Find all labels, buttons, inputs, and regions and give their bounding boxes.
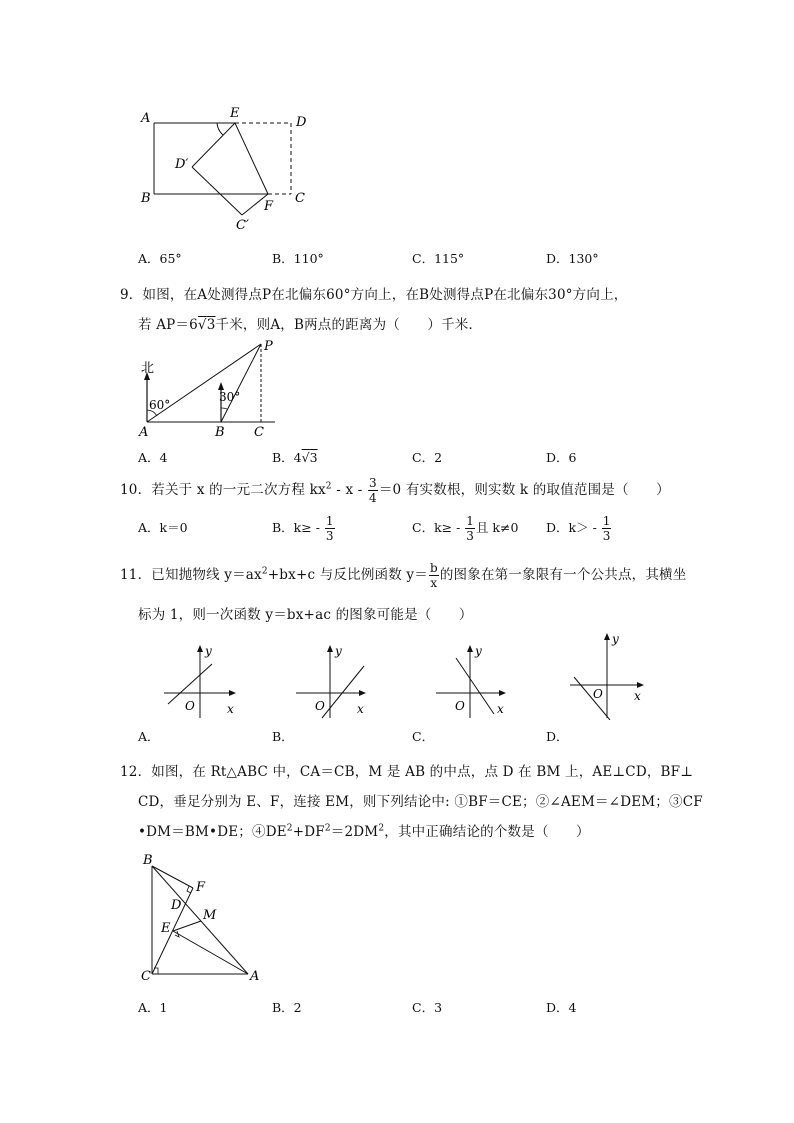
q8-option-d[interactable]: D．130° (546, 251, 599, 266)
label-b: B (143, 853, 153, 868)
label-c: C (254, 425, 264, 440)
svg-text:y: y (335, 644, 342, 658)
q9-option-d[interactable]: D．6 (546, 450, 577, 465)
label-a: A (141, 111, 151, 126)
q12-line3: •DM＝BM•DE；$④DE^2+DF^2=2DM^2$，其中正确结论的个数是（ ） (138, 823, 590, 840)
label-d: D (171, 898, 182, 913)
svg-text:O: O (315, 699, 325, 713)
svg-text:y: y (612, 632, 619, 646)
svg-text:O: O (455, 699, 465, 713)
label-b: B (215, 425, 225, 440)
svg-text:x: x (497, 702, 504, 716)
svg-text:x: x (357, 702, 364, 716)
svg-text:y: y (205, 644, 212, 658)
label-d-prime: D′ (175, 157, 189, 172)
q11-line1: 11．已知抛物线 $y=ax^2+bx+c$ 与反比例函数 y＝ $\frac{b}{x}$ 的图象在第一象限有一个公共点，其横坐 (120, 561, 687, 590)
q12-option-a[interactable]: A．1 (138, 1000, 168, 1015)
q10-option-d[interactable]: D．k＞ - $\frac{1}{3}$ (546, 514, 611, 543)
q10-option-b[interactable]: B．k≥ - $\frac{1}{3}$ (272, 514, 334, 543)
label-c: C (141, 969, 151, 984)
q10-stem: 10．若关于 x 的一元二次方程 $kx^2$ - x - $\frac{3}{4}$ ＝0 有实数根，则实数 k 的取值范围是（ ） (120, 476, 670, 505)
north-label: 北 (141, 361, 155, 376)
graph-d[interactable] (566, 630, 650, 720)
q12-option-b[interactable]: B．2 (272, 1000, 302, 1015)
fold-rectangle-figure (138, 104, 318, 234)
right-triangle-figure (135, 850, 275, 988)
q9-line1: 9．如图，在A处测得点P在北偏东60°方向上，在B处测得点P在北偏东30°方向上， (120, 287, 628, 303)
label-c: C (295, 191, 305, 206)
label-e: E (230, 106, 240, 121)
svg-text:y: y (475, 644, 482, 658)
label-d: D (296, 115, 307, 130)
q11-option-b[interactable]: B． (272, 729, 294, 744)
q8-option-c[interactable]: C．115° (412, 251, 465, 266)
q10-option-c[interactable]: C．k≥ - $\frac{1}{3}$ 且 k≠0 (412, 514, 519, 543)
q11-option-c[interactable]: C． (412, 729, 435, 744)
graph-c[interactable] (430, 640, 510, 720)
q12-line1: 12．如图，在 Rt△ABC 中，CA＝CB，M 是 AB 的中点，点 D 在 BM 上，AE⊥CD，BF⊥ (120, 764, 694, 780)
label-c-prime: C′ (236, 218, 249, 233)
bearing-figure (135, 336, 285, 441)
label-m: M (203, 908, 217, 923)
q8-option-a[interactable]: A．65° (138, 251, 182, 266)
angle-30-label: 30° (219, 390, 241, 404)
graph-b[interactable] (290, 640, 370, 720)
angle-60-label: 60° (149, 398, 171, 412)
svg-text:O: O (593, 687, 603, 701)
q11-option-a[interactable]: A． (138, 729, 160, 744)
q9-line2: 若 AP＝6√3千米，则A，B两点的距离为（ ）千米． (138, 317, 483, 333)
label-a: A (250, 969, 260, 984)
q10-option-a[interactable]: A．k＝0 (138, 520, 188, 535)
label-p: P (264, 339, 273, 354)
q12-option-d[interactable]: D．4 (546, 1000, 577, 1015)
svg-text:x: x (227, 702, 234, 716)
q8-option-b[interactable]: B．110° (272, 251, 324, 266)
svg-text:x: x (634, 689, 641, 703)
svg-text:O: O (185, 699, 195, 713)
graph-a[interactable] (160, 640, 240, 720)
q12-line2: CD，垂足分别为 E、F，连接 EM，则下列结论中: ①BF＝CE；②∠AEM＝∠DEM；③CF (138, 794, 703, 810)
label-e: E (161, 921, 171, 936)
q9-option-c[interactable]: C．2 (412, 450, 443, 465)
label-f: F (264, 199, 274, 214)
q12-option-c[interactable]: C．3 (412, 1000, 443, 1015)
label-a: A (139, 425, 149, 440)
q9-option-a[interactable]: A．4 (138, 450, 168, 465)
q11-option-d[interactable]: D． (546, 729, 569, 744)
q9-option-b[interactable]: B．4√3 (272, 450, 318, 465)
label-b: B (141, 191, 151, 206)
label-f: F (196, 880, 206, 895)
q11-line2: 标为 1，则一次函数 y＝bx+ac 的图象可能是（ ） (138, 607, 473, 623)
